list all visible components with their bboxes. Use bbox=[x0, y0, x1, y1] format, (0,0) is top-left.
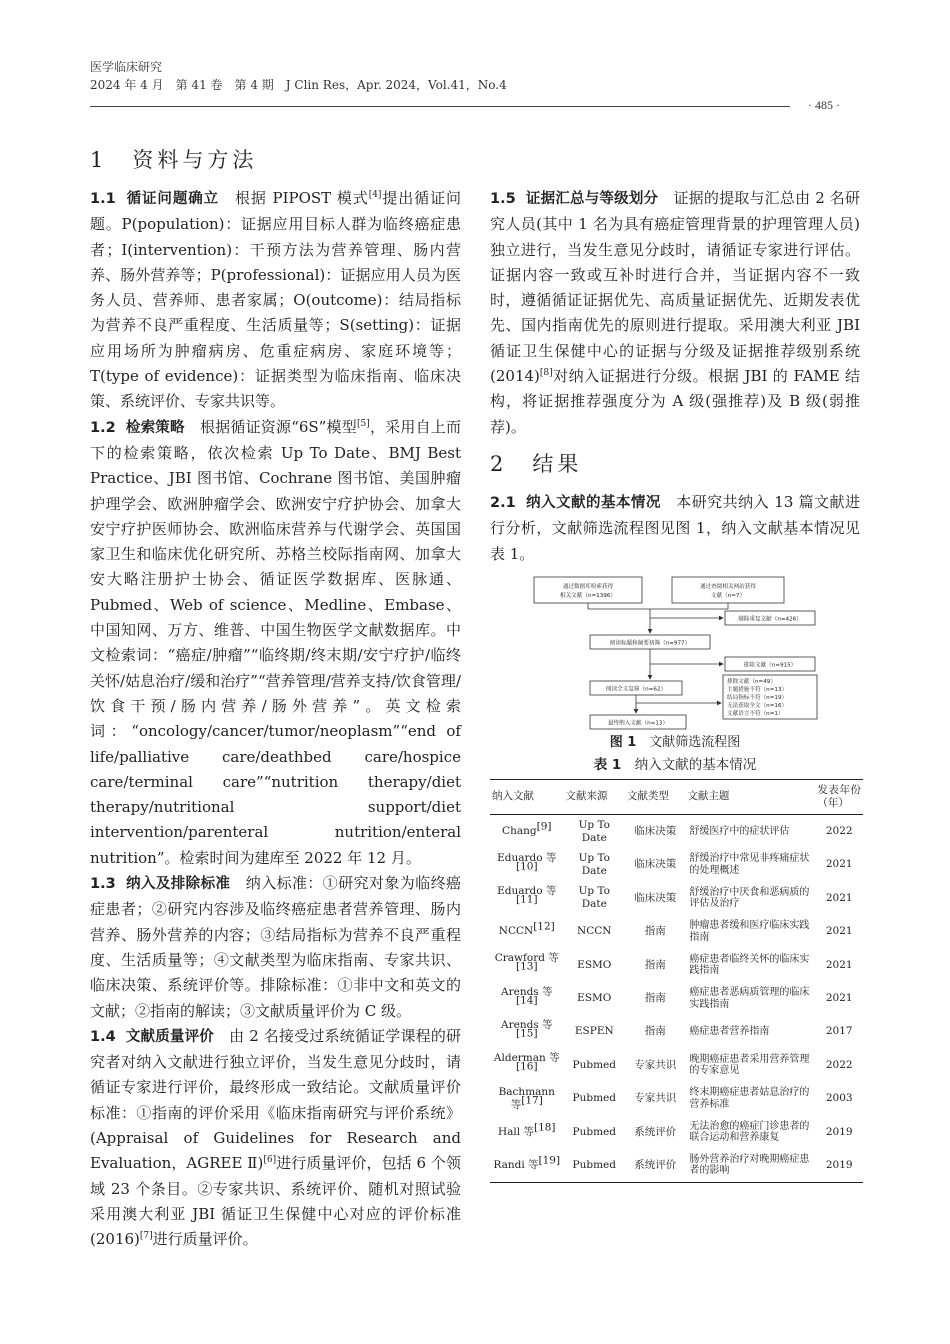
para-text: 本研究共纳入 13 篇文献进行分析，文献筛选流程图见图 1，纳入文献基本情况见表 1。 bbox=[490, 492, 861, 563]
col-header-topic: 文献主题 bbox=[685, 779, 815, 814]
cell-type: 临床决策 bbox=[634, 891, 677, 904]
figure-label: 图 1 bbox=[609, 734, 637, 750]
para-1-3 bbox=[90, 871, 461, 1024]
col-header-year: 发表年份（年） bbox=[815, 779, 863, 814]
right-column-body bbox=[490, 186, 860, 1183]
box-excl1-text: 排除文献（n=915） bbox=[743, 662, 797, 669]
cell-source: Up To Date bbox=[578, 851, 610, 877]
cell-year: 2022 bbox=[825, 1058, 853, 1071]
para-1-4 bbox=[90, 1024, 461, 1253]
cell-year: 2003 bbox=[825, 1092, 853, 1105]
author-text: Bachmann 等 bbox=[498, 1085, 555, 1111]
figure-1-caption bbox=[490, 733, 860, 753]
subsection-title: 检索策略 bbox=[125, 419, 185, 436]
table-body bbox=[490, 814, 863, 1182]
subsection-1-4-heading bbox=[90, 1029, 214, 1045]
citation: [10] bbox=[515, 860, 538, 873]
flow-diagram bbox=[530, 575, 820, 733]
table-row bbox=[490, 1115, 863, 1148]
cell-year: 2019 bbox=[815, 1149, 863, 1183]
col-header-type: 文献类型 bbox=[625, 779, 685, 814]
cell-source: ESMO bbox=[577, 958, 612, 971]
citation: [7] bbox=[139, 1231, 153, 1242]
cell-author bbox=[490, 814, 564, 848]
subsection-title: 文献质量评价 bbox=[125, 1028, 214, 1045]
cell-author bbox=[490, 915, 564, 948]
subsection-1-3-heading bbox=[90, 876, 230, 892]
author-text: Arends 等 bbox=[501, 985, 553, 998]
para-text: 进行质量评价，包括 6 个领域 23 个条目。②专家共识、系统评价、随机对照试验采用澳大利亚 JBI 循证卫生保健中心对应的评价标准(2016) bbox=[90, 1154, 461, 1249]
cell-type: 系统评价 bbox=[634, 1125, 677, 1138]
cell-author bbox=[490, 948, 564, 981]
cell-topic: 终末期癌症患者姑息治疗的营养标准 bbox=[689, 1087, 810, 1110]
cell-year: 2021 bbox=[825, 958, 853, 971]
para-text: 由 2 名接受过系统循证学课程的研究者对纳入文献进行独立评价，当发生意见分歧时，请循证专家进行评价，最终形成一致结论。文献质量评价标准：①指南的评价采用《临床指南研究与评价系统》(Appraisal of Guidelines for Research and Evaluation，AGREE Ⅱ) bbox=[90, 1026, 462, 1173]
subsection-1-1-heading bbox=[90, 191, 219, 207]
cell-author bbox=[490, 1115, 564, 1148]
table-row bbox=[490, 1015, 863, 1048]
connector-merge bbox=[588, 603, 728, 609]
journal-name: 医学临床研究 bbox=[90, 60, 163, 74]
citation: [9] bbox=[536, 820, 552, 833]
author-text: Crawford 等 bbox=[494, 952, 559, 965]
box-db-line2: 相关文献（n=1396） bbox=[559, 592, 617, 599]
cell-topic: 无法治愈的癌症门诊患者的联合运动和营养康复 bbox=[689, 1120, 810, 1144]
figure-1 bbox=[490, 575, 860, 733]
subsection-title: 循证问题确立 bbox=[125, 191, 220, 207]
subsection-number: 1.2 bbox=[90, 419, 116, 436]
para-2-1 bbox=[490, 490, 860, 567]
subsection-2-1-heading bbox=[490, 495, 661, 511]
subsection-1-2-heading bbox=[90, 420, 185, 436]
cell-year: 2017 bbox=[825, 1025, 853, 1038]
cell-topic: 癌症患者营养指南 bbox=[689, 1026, 770, 1038]
citation: [19] bbox=[538, 1154, 561, 1167]
cell-topic: 晚期癌症患者采用营养管理的专家意见 bbox=[689, 1053, 810, 1077]
cell-author bbox=[490, 1082, 564, 1115]
box-read-text: 阅读标题和摘要初筛（n=977） bbox=[609, 640, 691, 647]
cell-topic: 舒缓治疗中厌食和恶病质的评估及治疗 bbox=[689, 886, 810, 910]
cell-topic: 舒缓医疗中的症状评估 bbox=[689, 825, 790, 837]
subsection-title: 纳入及排除标准 bbox=[125, 876, 231, 893]
author-text: Eduardo 等 bbox=[497, 851, 557, 864]
author-text: Hall 等 bbox=[497, 1125, 534, 1138]
cell-source: Up To Date bbox=[578, 885, 610, 911]
cell-topic: 肿瘤患者缓和医疗临床实践指南 bbox=[689, 920, 810, 943]
cell-type: 指南 bbox=[644, 958, 666, 971]
citation: [4] bbox=[368, 190, 382, 200]
author-text: Eduardo 等 bbox=[497, 885, 557, 898]
cell-author bbox=[490, 882, 564, 915]
table-label: 表 1 bbox=[593, 756, 622, 773]
table-row bbox=[490, 915, 863, 948]
cell-source: Pubmed bbox=[564, 1149, 626, 1183]
cell-author bbox=[490, 1049, 564, 1082]
box-database-search bbox=[534, 577, 642, 603]
table-1 bbox=[490, 779, 863, 1183]
para-text: 根据循证资源“6S”模型 bbox=[184, 417, 357, 436]
cell-topic: 肠外营养治疗对晚期癌症患者的影响 bbox=[685, 1149, 815, 1183]
author-text: Alderman 等 bbox=[493, 1052, 560, 1065]
table-row bbox=[490, 1049, 863, 1082]
box-final-text: 最终纳入文献（n=13） bbox=[607, 720, 669, 727]
box-dup-text: 剔除重复文献（n=426） bbox=[738, 616, 802, 623]
subsection-title: 证据汇总与等级划分 bbox=[525, 191, 659, 207]
table-caption-text: 纳入文献的基本情况 bbox=[621, 756, 757, 773]
para-text: 对纳入证据进行分级。根据 JBI 的 FAME 结构，将证据推荐强度分为 A 级(强推荐)及 B 级(弱推荐)。 bbox=[490, 367, 860, 436]
cell-source: Pubmed bbox=[572, 1058, 616, 1071]
author-text: Randi 等 bbox=[493, 1158, 539, 1171]
para-1-1 bbox=[90, 186, 461, 415]
subsection-title: 纳入文献的基本情况 bbox=[525, 494, 661, 511]
box-full-text-text: 阅读全文复筛（n=62） bbox=[605, 686, 667, 693]
box-excl2-line3: 结局指标不符（n=19） bbox=[727, 694, 788, 701]
author-text: NCCN bbox=[498, 925, 534, 938]
cell-year: 2019 bbox=[825, 1125, 853, 1138]
table-row bbox=[490, 848, 863, 881]
table-row bbox=[490, 1149, 863, 1183]
cell-topic: 癌症患者恶病质管理的临床实践指南 bbox=[689, 987, 810, 1010]
header-rule bbox=[90, 106, 790, 107]
cell-author bbox=[490, 1149, 564, 1183]
table-row bbox=[490, 948, 863, 981]
citation: [13] bbox=[515, 960, 538, 973]
para-text: 提出循证问题。P(population)：证据应用目标人群为临终癌症患者；I(intervention)：干预方法为营养管理、肠内营养、肠外营养等；P(professional)：证据应用人员为医务人员、营养师、患者家属；O(outcome)：结局指标为营养不良严重程度、生活质量等；S(setting)：证据应用场所为肿瘤病房、危重症病房、家庭环境等；T(type of evidence)：证据类型为临床指南、临床决策、系统评价、专家共识等。 bbox=[90, 189, 461, 411]
cell-source: ESPEN bbox=[574, 1025, 614, 1038]
citation: [12] bbox=[533, 920, 555, 933]
citation: [18] bbox=[533, 1121, 556, 1134]
citation: [16] bbox=[515, 1060, 538, 1073]
figure-caption-text: 文献筛选流程图 bbox=[636, 734, 741, 750]
citation: [17] bbox=[521, 1094, 543, 1107]
cell-year: 2021 bbox=[825, 992, 853, 1004]
box-excl2-line5: 文献语言不符（n=1） bbox=[727, 710, 784, 717]
table-row bbox=[490, 1082, 863, 1115]
para-text: 证据的提取与汇总由 2 名研究人员(其中 1 名为具有癌症管理背景的护理管理人员)独立进行，当发生意见分歧时，请循证专家进行评估。证据内容一致或互补时进行合并，当证据内容不一致时，遵循循证证据优先、高质量证据优先、近期发表优先、国内指南优先的原则进行提取。采用澳大利亚 JBI 循证卫生保健中心的证据与分级及证据推荐级别系统(2014) bbox=[490, 189, 860, 386]
cell-type: 指南 bbox=[644, 1025, 666, 1038]
section-2-title: 2 结果 bbox=[490, 451, 583, 476]
para-text: 纳入标准：①研究对象为临终癌症患者；②研究内容涉及临终癌症患者营养管理、肠内营养、肠外营养的内容；③结局指标为营养不良严重程度、生活质量等；④文献类型为临床指南、专家共识、临床决策、系统评价等。排除标准：①非中文和英文的文献；②指南的解读；③文献质量评价为 C 级。 bbox=[90, 874, 461, 1020]
para-text: 根据 PIPOST 模式 bbox=[219, 189, 369, 207]
cell-year: 2021 bbox=[825, 858, 853, 871]
para-1-5 bbox=[490, 186, 860, 440]
citation: [15] bbox=[515, 1027, 538, 1040]
cell-author bbox=[490, 1015, 564, 1048]
box-web-line1: 通过查阅相关网站获得 bbox=[700, 583, 756, 590]
cell-source: NCCN bbox=[577, 925, 612, 938]
subsection-1-5-heading bbox=[490, 191, 658, 207]
para-text: ，采用自上而下的检索策略，依次检索 Up To Date、BMJ Best Practice、JBI 图书馆、Cochrane 图书馆、美国肿瘤护理学会、欧洲肿瘤学会、欧洲安宁疗护协会、加拿大安宁疗护医师协会、欧洲临床营养与代谢学会、英国国家卫生和临床优化研究所、苏格兰校际指南网、加拿大安大略注册护士协会、循证医学数据库、医脉通、Pubmed、Web of science、Medline、Embase、中国知网、万方、维普、中国生物医学文献数据库。中文检索词：“癌症/肿瘤”“临终期/终末期/安宁疗护/临终关怀/姑息治疗/缓和治疗”“营养管理/营养支持/饮食管理/饮食干预/肠内营养/肠外营养”。英文检索词：“oncology/cancer/tumor/neoplasm”“end of life/palliative care/deathbed care/hospice care/terminal care”“nutrition therapy/diet therapy/nutritional support/diet intervention/parenteral nutrition/enteral nutrition”。检索时间为建库至 2022 年 12 月。 bbox=[90, 417, 461, 867]
subsection-number: 1.5 bbox=[490, 191, 516, 207]
cell-year: 2021 bbox=[825, 891, 853, 904]
table-header-row bbox=[490, 779, 863, 814]
issue-line: 2024 年 4 月 第 41 卷 第 4 期 J Clin Res，Apr. 2024，Vol.41，No.4 bbox=[90, 78, 507, 92]
box-web-line2: 文献（n=7） bbox=[710, 592, 746, 599]
box-website-search bbox=[672, 577, 784, 603]
section-1-title: 1 资料与方法 bbox=[90, 148, 258, 172]
col-header-source: 文献来源 bbox=[564, 779, 626, 814]
para-1-2 bbox=[90, 415, 461, 871]
cell-type: 专家共识 bbox=[634, 1058, 677, 1071]
para-text: 进行质量评价。 bbox=[152, 1230, 258, 1249]
box-excl2-line2: 主题措施不符（n=13） bbox=[727, 686, 788, 693]
subsection-number: 1.1 bbox=[90, 191, 116, 207]
citation: [11] bbox=[515, 893, 538, 906]
cell-year: 2021 bbox=[825, 925, 853, 938]
subsection-number: 2.1 bbox=[490, 494, 516, 511]
cell-year: 2022 bbox=[825, 825, 853, 838]
box-excl2-line4: 无法获取全文（n=16） bbox=[727, 702, 788, 709]
cell-topic: 癌症患者临终关怀的临床实践指南 bbox=[689, 953, 810, 977]
running-header bbox=[90, 58, 507, 94]
cell-type: 指南 bbox=[644, 925, 666, 938]
box-excl2-line1: 排除文献（n=49） bbox=[727, 678, 776, 685]
cell-type: 系统评价 bbox=[625, 1149, 685, 1183]
table-row bbox=[490, 882, 863, 915]
author-text: Chang bbox=[502, 825, 537, 838]
page-number: · 485 · bbox=[808, 98, 840, 112]
cell-type: 专家共识 bbox=[634, 1092, 677, 1105]
cell-source: Up To Date bbox=[578, 818, 610, 844]
citation: [6] bbox=[263, 1155, 277, 1166]
cell-author bbox=[490, 848, 564, 881]
table-row bbox=[490, 814, 863, 848]
box-db-line1: 通过数据库检索获得 bbox=[562, 583, 614, 590]
table-1-caption bbox=[490, 755, 860, 775]
col-header-author: 纳入文献 bbox=[490, 779, 564, 814]
cell-type: 临床决策 bbox=[634, 858, 677, 871]
cell-source: Pubmed bbox=[572, 1092, 616, 1105]
left-column bbox=[90, 142, 461, 1252]
citation: [14] bbox=[515, 994, 538, 1006]
cell-source: Pubmed bbox=[572, 1125, 616, 1138]
citation: [8] bbox=[539, 368, 553, 379]
subsection-number: 1.4 bbox=[90, 1028, 116, 1045]
table-row bbox=[490, 982, 863, 1015]
citation: [5] bbox=[356, 418, 370, 429]
cell-type: 临床决策 bbox=[634, 825, 677, 838]
subsection-number: 1.3 bbox=[90, 876, 116, 893]
cell-author bbox=[490, 982, 564, 1015]
cell-topic: 舒缓治疗中常见非疼痛症状的处理概述 bbox=[689, 853, 810, 876]
cell-type: 指南 bbox=[644, 992, 666, 1004]
cell-source: ESMO bbox=[577, 992, 612, 1004]
author-text: Arends 等 bbox=[501, 1018, 553, 1031]
